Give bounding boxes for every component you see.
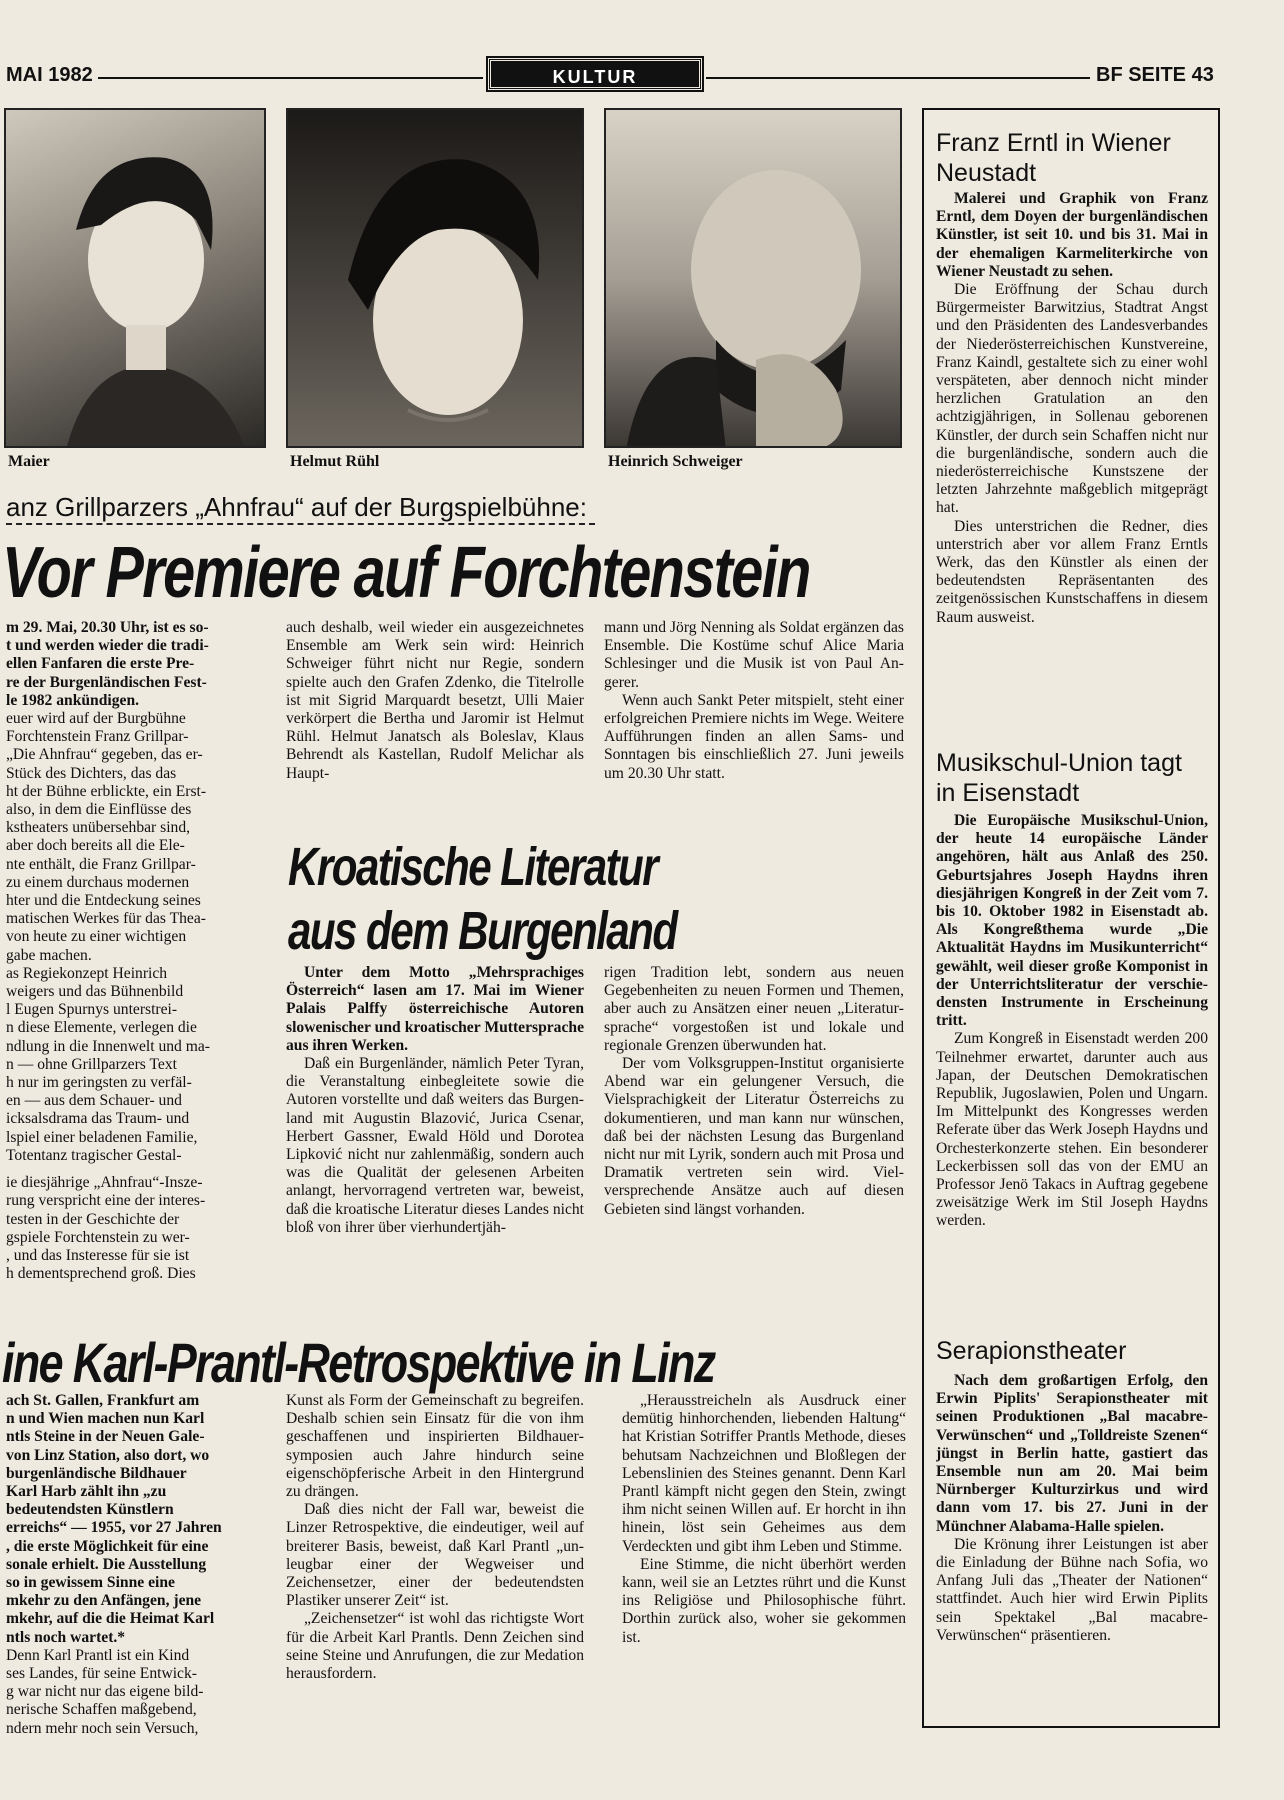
header-rule-left xyxy=(98,77,483,79)
article1-column3 xyxy=(604,619,904,783)
column-line: n und Wien machen nun Karl xyxy=(6,1410,205,1428)
column-line: zu einem durchaus modernen xyxy=(6,873,190,891)
article1-col1-lines xyxy=(6,619,268,1283)
article3-col3-para2: Eine Stimme, die nicht überhört werden kann, weil sie an Letztes rührt und die Kunst ins Religiöse und Philosophische führt. Dorthin zurück also, woher sie gekommen ist. xyxy=(622,1555,906,1646)
column-line: rung verspricht eine der interes- xyxy=(6,1192,206,1210)
column-line: h nur im geringsten zu verfäl- xyxy=(6,1074,192,1092)
column-line: ndlung in die Innenwelt und ma- xyxy=(6,1037,210,1055)
column-line: ach St. Gallen, Frankfurt am xyxy=(6,1392,200,1409)
column-line: ntls noch wartet.* xyxy=(6,1628,126,1646)
portrait-woman-icon xyxy=(6,110,266,448)
article2-headline-line2: aus dem Burgenland xyxy=(288,901,677,961)
article1-col3-para2: Wenn auch Sankt Peter mitspielt, steht einer erfolgreichen Premiere nichts im Wege. Weitere Aufführungen finden an allen Sams- und Sonntagen bis einschließlich 27. Juni jeweils um 20.30 Uhr statt. xyxy=(604,691,904,782)
article2-col2-para1: rigen Tradition lebt, sondern aus neuen Gegebenheiten zu neuen Formen und Themen, aber auch zu Ansätzen einer neuen „Literatursprache“ vorgestoßen ist und lokale und regionale Grenzen überwunden hat. xyxy=(604,964,904,1054)
article1-kicker: anz Grillparzers „Ahnfrau“ auf der Burgspielbühne: xyxy=(6,492,595,525)
column-line: ht der Bühne erblickte, ein Erst- xyxy=(6,782,207,800)
article3-headline: ine Karl-Prantl-Retrospektive in Linz xyxy=(2,1331,715,1394)
column-line: also, in dem die Einflüsse des xyxy=(6,801,192,819)
column-line: erreichs“ — 1955, vor 27 Jahren xyxy=(6,1519,222,1537)
article2-lead: Unter dem Motto „Mehrsprachiges Österreich“ lasen am 17. Mai im Wiener Palais Palffy österreichische Autoren slowenischer und kroatischer Muttersprache aus ihren Werken. xyxy=(286,964,584,1054)
sidebar1-lead: Malerei und Graphik von Franz Erntl, dem Doyen der burgenländischen Künstler, ist seit 10. und bis 31. Mai in der ehemaligen Karmeliterkirche von Wiener Neustadt zu sehen. xyxy=(936,190,1208,280)
header-rule-right xyxy=(706,77,1090,79)
column-line: burgenländische Bildhauer xyxy=(6,1464,187,1482)
sidebar1-text xyxy=(936,190,1208,627)
caption-maier: Maier xyxy=(8,453,50,470)
column-line: ntls Steine in der Neuen Gale- xyxy=(6,1428,205,1446)
photo-heinrich-schweiger xyxy=(604,108,902,448)
article2-column1 xyxy=(286,964,584,1237)
column-line: hter und die Entdeckung seines xyxy=(6,892,201,910)
column-line: bedeutendsten Künstlern xyxy=(6,1501,174,1519)
column-line: re der Burgenländischen Fest- xyxy=(6,673,207,691)
column-line: en — aus dem Schauer- und xyxy=(6,1092,182,1110)
column-line: mkehr, auf die die Heimat Karl xyxy=(6,1610,215,1628)
column-line: matischen Werkes für das Thea- xyxy=(6,910,206,928)
sidebar2-text xyxy=(936,812,1208,1231)
section-label: KULTUR xyxy=(488,58,702,90)
page-number: BF SEITE 43 xyxy=(1096,64,1214,86)
column-line: ellen Fanfaren die erste Pre- xyxy=(6,655,195,673)
column-line: ie diesjährige „Ahnfrau“-Insze- xyxy=(6,1174,203,1192)
article1-column2 xyxy=(286,619,584,783)
column-line: nerische Schaffen maßgebend, xyxy=(6,1701,197,1719)
column-line: m 29. Mai, 20.30 Uhr, ist es so- xyxy=(6,619,209,636)
column-line: t und werden wieder die tradi- xyxy=(6,637,209,655)
caption-helmut-ruehl: Helmut Rühl xyxy=(290,453,380,470)
sidebar1-para2: Dies unterstrichen die Redner, dies unterstrich aber vor allem Franz Erntls Werk, das den Künstler als einen der bedeutendsten Repräsentanten des zeitgenössischen Kunstschaffens in diesem Raum ausweist. xyxy=(936,517,1208,626)
article1-headline: Vor Premiere auf Forchtenstein xyxy=(2,533,810,613)
sidebar3-lead: Nach dem großartigen Erfolg, den Erwin Piplits' Serapionstheater mit seinen Produktionen „Bal macabre-Verwünschen“ und „Tolldreiste Szenen“ jüngst in Berlin hatte, gastiert das Ensemble nun am 20. Mai beim Nürnberger Kulturzirkus und wird dann vom 17. bis 27. Juni in der Münchner Alabama-Halle spielen. xyxy=(936,1372,1208,1535)
sidebar1-para1: Die Eröffnung der Schau durch Bürgermeister Barwitzius, Stadtrat Angst und den Präsidenten des Landesverbandes der Niederösterreichischen Kunstvereine, Franz Kaindl, gestaltete sich zu einer wohl verspäteten, aber dennoch nicht minder herzlichen Gratulation an den achtzigjährigen, in Sollenau geborenen Künstler, der durch sein Schaffen nicht nur die burgenländische, sondern auch die niederösterreichische Kunstszene der letzten Jahrzehnte maßgeblich mitgeprägt hat. xyxy=(936,281,1208,517)
column-line: le 1982 ankündigen. xyxy=(6,691,140,709)
photo-maier xyxy=(4,108,266,448)
column-line: l Eugen Spurnys unterstrei- xyxy=(6,1001,178,1019)
column-line: nte enthält, die Franz Grillpar- xyxy=(6,855,196,873)
column-line: gspiele Forchtenstein zu wer- xyxy=(6,1228,190,1246)
column-line: , und das Insteresse für sie ist xyxy=(6,1246,190,1264)
column-line: sonale erhielt. Die Ausstellung xyxy=(6,1555,207,1573)
article3-col3-para1: „Herausstreicheln als Ausdruck einer demütig hinhorchenden, liebenden Haltung“ hat Kristian Sotriffer Prantls Methode, dieses behutsam Nachzeichnen und Bloßlegen der Lebenslinien des Steines genannt. Denn Karl Prantl kämpft nicht gegen den Stein, zwingt ihm nicht seinen Willen auf. Er horcht in ihn hinein, löst sein Geheimes aus dem Verdeckten und gibt ihm Leben und Stimme. xyxy=(622,1392,906,1555)
sidebar2-headline: Musikschul-Union tagt in Eisenstadt xyxy=(936,749,1182,807)
article2-column2 xyxy=(604,964,904,1219)
sidebar3-text xyxy=(936,1372,1208,1645)
column-line: as Regiekonzept Heinrich xyxy=(6,964,168,982)
sidebar3-headline: Serapionstheater xyxy=(936,1337,1127,1365)
column-line: euer wird auf der Burgbühne xyxy=(6,710,186,728)
column-line: weigers und das Bühnenbild xyxy=(6,983,184,1001)
column-line: lspiel einer beladenen Familie, xyxy=(6,1128,198,1146)
column-line: h dementsprechend groß. Dies xyxy=(6,1265,196,1283)
column-line: Denn Karl Prantl ist ein Kind xyxy=(6,1646,190,1664)
column-line: ses Landes, für seine Entwick- xyxy=(6,1665,197,1683)
column-line: Totentanz tragischer Gestal- xyxy=(6,1146,182,1164)
article1-col3-para1: mann und Jörg Nenning als Soldat ergänzen das Ensemble. Die Kostüme schuf Alice Maria Schlesinger und die Musik ist von Paul Angerer. xyxy=(604,619,904,691)
issue-date: MAI 1982 xyxy=(6,64,93,86)
article3-col1-lines xyxy=(6,1392,268,1738)
column-line: , die erste Möglichkeit für eine xyxy=(6,1537,209,1555)
column-line: so in gewissem Sinne eine xyxy=(6,1574,175,1592)
column-line: mkehr zu den Anfängen, jene xyxy=(6,1592,202,1610)
column-line: von Linz Station, also dort, wo xyxy=(6,1446,210,1464)
column-line: von heute zu einer wichtigen xyxy=(6,928,187,946)
sidebar2-para1: Zum Kongreß in Eisenstadt werden 200 Teilnehmer erwartet, darunter auch aus Japan, der Deutschen Demokratischen Republik, Jugoslawien, Polen und Ungarn. Im Mittelpunkt des Kongresses werden Referate über das Werk Joseph Haydns und Orchesterkonzerte stehen. Ein besonderer Leckerbissen soll das von der EMU an Professor Jenö Takacs in Auftrag gegebene zweisätzige Werk im Stil Joseph Haydns werden. xyxy=(936,1030,1208,1230)
column-line: „Die Ahnfrau“ gegeben, das er- xyxy=(6,746,203,764)
column-line: aber doch bereits all die Ele- xyxy=(6,837,185,855)
article1-col2-text: auch deshalb, weil wieder ein ausgezeichnetes Ensemble am Werk sein wird: Heinrich Schweiger führt nicht nur Regie, sondern spielte auch den Grafen Zdenko, die Titelrolle ist mit Sigrid Marquardt besetzt, Ulli Maier verkörpert die Bertha und Jaromir ist Helmut Rühl. Helmut Janatsch als Boleslav, Klaus Behrendt als Kastellan, Rudolf Melichar als Haupt- xyxy=(286,619,584,782)
sidebar-box xyxy=(922,108,1220,1728)
article3-col2-para1: Kunst als Form der Gemeinschaft zu begreifen. Deshalb schien sein Einsatz für die von ihm geschaffenen und inspirierten Bildhauersymposien auch Jahre hindurch seine eigenschöpferische Arbeit in den Hintergrund zu drängen. xyxy=(286,1392,584,1501)
column-line: kstheaters unübersehbar sind, xyxy=(6,819,191,837)
portrait-bearded-man-icon xyxy=(606,110,902,448)
article2-col2-para2: Der vom Volksgruppen-Institut organisierte Abend war ein gelungener Versuch, die Vielsprachigkeit der Literatur Österreichs zu dokumentieren, und man kann nur wünschen, daß bei der nächsten Lesung das Burgenland nicht nur mit Lyrik, sondern auch mit Prosa und Dramatik vertreten sein wird. Vielversprechende Ansätze auch auf diesen Gebieten sind längst vorhanden. xyxy=(604,1055,904,1218)
column-line: gabe machen. xyxy=(6,946,92,964)
article3-column3 xyxy=(622,1392,906,1647)
column-line: n diese Elemente, verlegen die xyxy=(6,1019,197,1037)
article1-column1 xyxy=(6,619,268,1283)
article2-headline-line1: Kroatische Literatur xyxy=(288,837,658,897)
portrait-man-icon xyxy=(288,110,584,448)
sidebar1-headline: Franz Erntl in Wiener Neustadt xyxy=(936,129,1171,187)
sidebar3-para1: Die Krönung ihrer Leistungen ist aber die Einladung der Bühne nach Sofia, wo Anfang Juli das „Theater der Nationen“ stattfindet. Auch hier wird Erwin Piplits sein Spektakel „Bal macabre-Verwünschen“ präsentieren. xyxy=(936,1535,1208,1644)
article2-col1-body: Daß ein Burgenländer, nämlich Peter Tyran, die Veranstaltung einbegleitete sowie die Autoren vorstellte und daß weiters das Burgenland mit Augustin Blazović, Jurica Csenar, Herbert Gassner, Ewald Höld und Dorotea Lipković nicht nur zahlenmäßig, sondern auch was die Qualität der gelesenen Arbeiten anlangt, hervorragend vertreten war, beweist, daß die kroatische Literatur dieses Landes nicht bloß von ihrer über vierhundertjäh- xyxy=(286,1055,584,1236)
column-line: icksalsdrama das Traum- und xyxy=(6,1110,190,1128)
article3-column2 xyxy=(286,1392,584,1683)
article3-col2-para3: „Zeichensetzer“ ist wohl das richtigste Wort für die Arbeit Karl Prantls. Denn Zeichen sind seine Steine und Anrufungen, die zur Medation herausfordern. xyxy=(286,1610,584,1683)
column-line: n — ohne Grillparzers Text xyxy=(6,1055,177,1073)
column-line: Stück des Dichters, das das xyxy=(6,764,177,782)
column-line: ndern mehr noch sein Versuch, xyxy=(6,1719,199,1737)
column-line: Forchtenstein Franz Grillpar- xyxy=(6,728,189,746)
column-line: testen in der Geschichte der xyxy=(6,1210,180,1228)
caption-heinrich-schweiger: Heinrich Schweiger xyxy=(608,453,743,470)
column-line: Karl Harb zählt ihn „zu xyxy=(6,1483,167,1501)
photo-helmut-ruehl xyxy=(286,108,584,448)
sidebar2-lead: Die Europäische Musikschul-Union, der heute 14 europäische Länder angehören, hält aus Anlaß des 250. Geburtsjahres Joseph Haydns ihren diesjährigen Kongreß in der Zeit vom 7. bis 10. Oktober 1982 in Eisenstadt ab. Als Kongreßthema wurde „Die Aktualität Haydns im Musikunterricht“ gewählt, weil dieser große Komponist in der Unterrichtsliteratur der verschiedensten Instrumente in Erscheinung tritt. xyxy=(936,812,1208,1030)
article3-col2-para2: Daß dies nicht der Fall war, beweist die Linzer Retrospektive, die eindeutiger, weil auf breiterer Basis, beweist, daß Karl Prantl „unleugbar einer der Wegweiser und Zeichensetzer, einer der bedeutendsten Plastiker unserer Zeit“ ist. xyxy=(286,1501,584,1610)
column-line: g war nicht nur das eigene bild- xyxy=(6,1683,204,1701)
article3-column1 xyxy=(6,1392,268,1738)
column-line xyxy=(6,1165,268,1174)
